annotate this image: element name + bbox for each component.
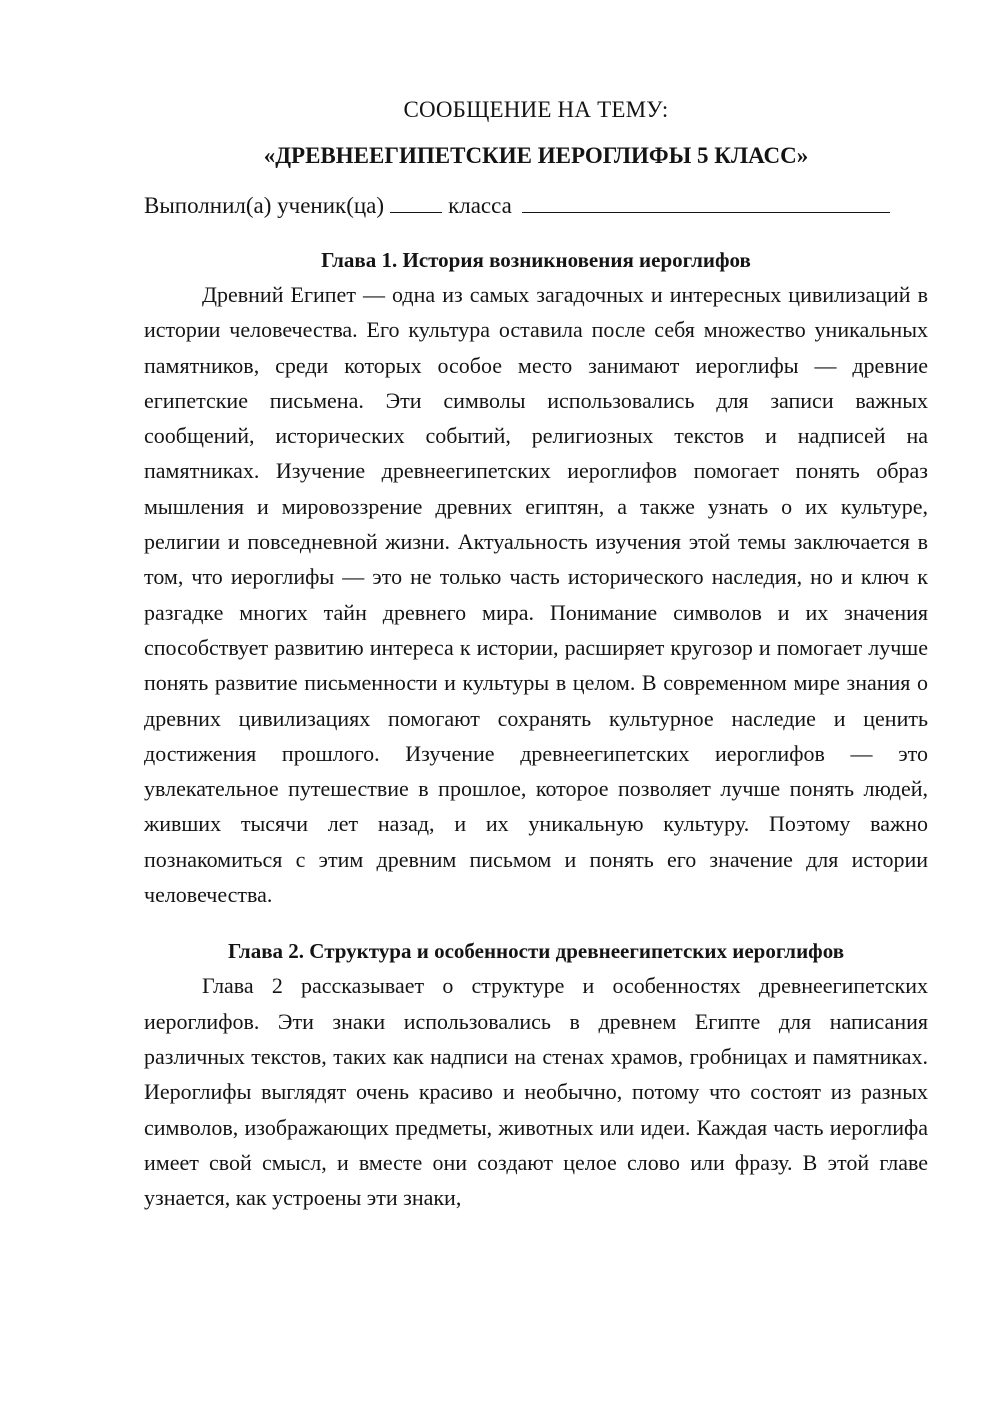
class-label: класса bbox=[448, 193, 512, 218]
author-line bbox=[144, 189, 928, 223]
chapter-2-paragraph: Глава 2 рассказывает о структуре и особенностях древнеегипетских иероглифов. Эти знаки использовались в древнем Египте для написания различных текстов, таких как надписи на стенах храмов, гробницах и памятниках. Иероглифы выглядят очень красиво и необычно, потому что состоят из разных символов, изображающих предметы, животных или идеи. Каждая часть иероглифа имеет свой смысл, и вместе они создают целое слово или фразу. В этой главе узнается, как устроены эти знаки, bbox=[144, 973, 928, 1211]
class-number-blank bbox=[390, 190, 442, 213]
document-content bbox=[144, 93, 928, 1215]
document-title-topic: СООБЩЕНИЕ НА ТЕМУ: bbox=[403, 97, 669, 122]
document-title: «ДРЕВНЕЕГИПЕТСКИЕ ИЕРОГЛИФЫ 5 КЛАСС» bbox=[263, 143, 809, 168]
author-prefix: Выполнил(а) ученик(ца) bbox=[144, 193, 385, 218]
student-name-blank bbox=[522, 190, 890, 213]
chapter-1-heading: Глава 1. История возникновения иероглифов bbox=[321, 248, 751, 272]
chapter-2-heading: Глава 2. Структура и особенности древнеегипетских иероглифов bbox=[227, 939, 845, 964]
chapter-1-paragraph: Древний Египет — одна из самых загадочных и интересных цивилизаций в истории человечества. Его культура оставила после себя множество уникальных памятников, среди которых особое место занимают иероглифы — древние египетские письмена. Эти символы использовались для записи важных сообщений, исторических событий, религиозных текстов и надписей на памятниках. Изучение древнеегипетских иероглифов помогает понять образ мышления и мировоззрение древних египтян, а также узнать о их культуре, религии и повседневной жизни. Актуальность изучения этой темы заключается в том, что иероглифы — это не только часть исторического наследия, но и ключ к разгадке многих тайн древнего мира. Понимание символов и их значения способствует развитию интереса к истории, расширяет кругозор и помогает лучше понять развитие письменности и культуры в целом. В современном мире знания о древних цивилизациях помогают сохранять культурное наследие и ценить достижения прошлого. Изучение древнеегипетских иероглифов — это увлекательное путешествие в прошлое, которое позволяет лучше понять людей, живших тысячи лет назад, и их уникальную культуру. Поэтому важно познакомиться с этим древним письмом и понять его значение для истории человечества. bbox=[144, 282, 928, 908]
